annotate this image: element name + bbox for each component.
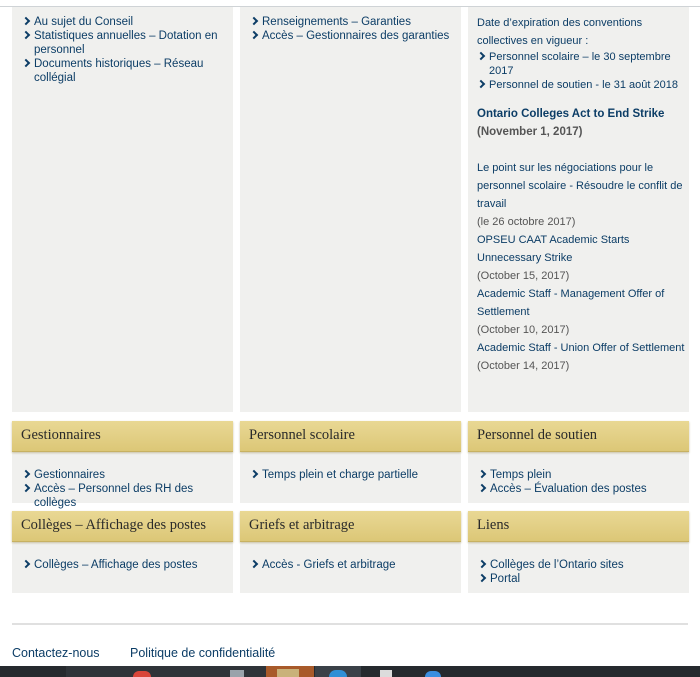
- privacy-link[interactable]: Politique de confidentialité: [130, 646, 276, 660]
- link-au-sujet[interactable]: Au sujet du Conseil: [22, 15, 233, 29]
- box-griefs-arbitrage: [240, 511, 461, 593]
- link-temps-plein[interactable]: Temps plein: [478, 468, 689, 482]
- news-2-link[interactable]: OPSEU CAAT Academic Starts Unnecessary Strike: [477, 234, 630, 264]
- edge-icon[interactable]: [329, 670, 347, 677]
- link-affichage-postes[interactable]: Collèges – Affichage des postes: [22, 558, 233, 572]
- expiry-text: Date d’expiration des conventions collectives en vigueur :: [477, 17, 643, 47]
- news-3-date: (October 10, 2017): [477, 324, 570, 336]
- box-title: Gestionnaires: [12, 421, 233, 452]
- column-conseil: [12, 7, 233, 412]
- expiry-personnel-scolaire[interactable]: Personnel scolaire – le 30 septembre 2017: [477, 50, 685, 78]
- file-explorer-glyph: [277, 669, 299, 677]
- garanties-links: [240, 7, 461, 43]
- app-icon[interactable]: [230, 670, 244, 677]
- link-gestionnaires[interactable]: Gestionnaires: [22, 468, 233, 482]
- link-temps-plein-charge-partielle[interactable]: Temps plein et charge partielle: [250, 468, 461, 482]
- box-title: Griefs et arbitrage: [240, 511, 461, 542]
- column-garanties: [240, 7, 461, 412]
- contact-link[interactable]: Contactez-nous: [12, 646, 100, 660]
- box-personnel-soutien: [468, 421, 689, 503]
- store-icon[interactable]: [380, 670, 392, 677]
- news-4-date: (October 14, 2017): [477, 360, 570, 372]
- box-liens: [468, 511, 689, 593]
- box-title: Personnel de soutien: [468, 421, 689, 452]
- link-renseignements-garanties[interactable]: Renseignements – Garanties: [250, 15, 461, 29]
- news-1-link[interactable]: Le point sur les négociations pour le personnel scolaire - Résoudre le conflit de travail: [477, 162, 683, 210]
- expiry-list: [477, 50, 685, 92]
- box-personnel-scolaire: [240, 421, 461, 503]
- act-title-link[interactable]: Ontario Colleges Act to End Strike: [477, 108, 665, 120]
- link-griefs-arbitrage[interactable]: Accès - Griefs et arbitrage: [250, 558, 461, 572]
- expiry-personnel-soutien[interactable]: Personnel de soutien - le 31 août 2018: [477, 78, 685, 92]
- box-title: Liens: [468, 511, 689, 542]
- weather-icon[interactable]: [425, 671, 441, 677]
- news-4-link[interactable]: Academic Staff - Union Offer of Settlement: [477, 342, 685, 354]
- link-acces-rh-colleges[interactable]: Accès – Personnel des RH des collèges: [22, 482, 233, 510]
- news-panel: [477, 14, 685, 375]
- news-1-date: (le 26 octobre 2017): [477, 216, 576, 228]
- column-news: [468, 7, 689, 412]
- news-2-date: (October 15, 2017): [477, 270, 570, 282]
- link-acces-gestionnaires-garanties[interactable]: Accès – Gestionnaires des garanties: [250, 29, 461, 43]
- box-title: Collèges – Affichage des postes: [12, 511, 233, 542]
- link-colleges-ontario-sites[interactable]: Collèges de l’Ontario sites: [478, 558, 689, 572]
- box-affichage-postes: [12, 511, 233, 593]
- act-date: (November 1, 2017): [477, 126, 583, 138]
- taskbar: [0, 666, 700, 677]
- link-statistiques[interactable]: Statistiques annuelles – Dotation en personnel: [22, 29, 233, 57]
- box-gestionnaires: [12, 421, 233, 509]
- news-3-link[interactable]: Academic Staff - Management Offer of Settlement: [477, 288, 665, 318]
- link-portal[interactable]: Portal: [478, 572, 689, 586]
- conseil-links: [12, 7, 233, 85]
- box-title: Personnel scolaire: [240, 421, 461, 452]
- chrome-icon[interactable]: [133, 671, 151, 677]
- footer-divider: [12, 623, 688, 625]
- link-documents-historiques[interactable]: Documents historiques – Réseau collégial: [22, 57, 233, 85]
- link-evaluation-postes[interactable]: Accès – Évaluation des postes: [478, 482, 689, 496]
